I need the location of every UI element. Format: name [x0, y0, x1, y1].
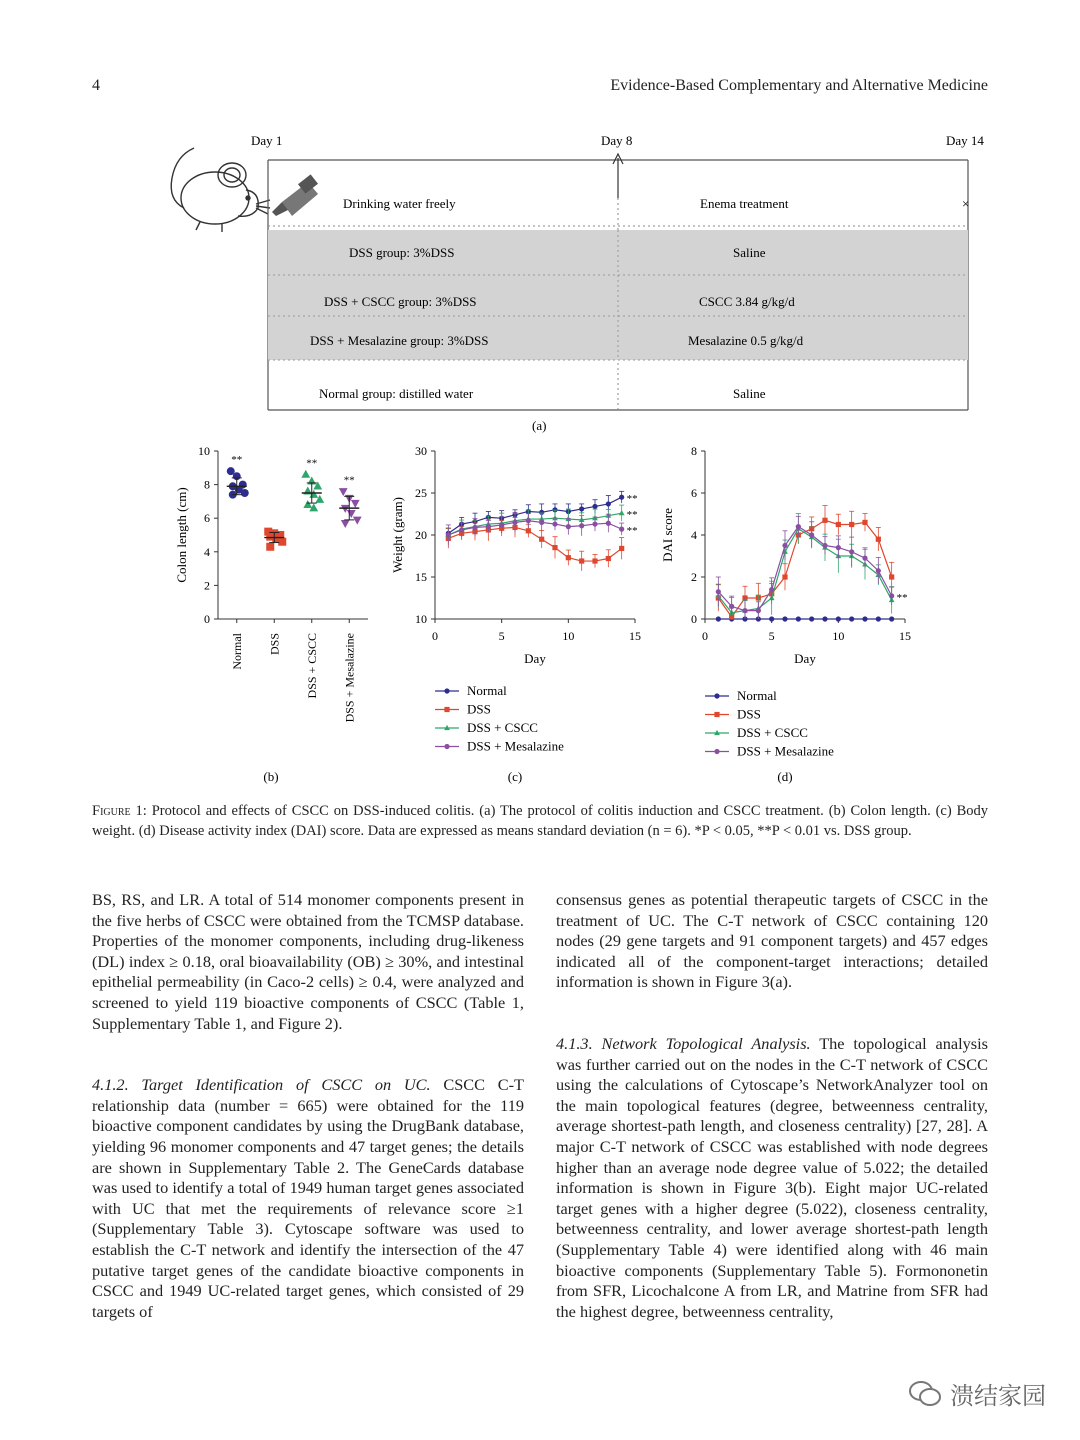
row-normal-treatment: Saline — [733, 386, 766, 401]
x-tick-label: 15 — [629, 629, 641, 643]
x-axis-label: Day — [524, 651, 546, 666]
data-point — [552, 521, 557, 526]
x-tick-label: 15 — [899, 629, 911, 643]
y-axis-label: Weight (gram) — [390, 497, 405, 573]
y-tick-label: 10 — [415, 612, 427, 626]
legend-label: DSS + CSCC — [737, 725, 808, 740]
caption-label: Figure — [92, 803, 131, 819]
data-point — [849, 549, 854, 554]
y-tick-label: 10 — [198, 444, 210, 458]
right-paragraph-1: consensus genes as potential therapeutic targets of CSCC in the treatment of UC. The C-T network of CSCC containing 120 nodes (29 gene targets and 91 component targets) and 457 edges indicated all of the component-target interactions; detailed information is shown in Figure 3(a). — [556, 890, 988, 992]
data-point — [552, 545, 557, 550]
data-point — [472, 525, 477, 530]
significance-label: ** — [626, 493, 638, 506]
legend-marker — [444, 688, 449, 693]
data-point — [876, 537, 881, 542]
data-point — [716, 616, 721, 621]
legend-label: DSS — [737, 706, 761, 722]
page-number: 4 — [92, 77, 100, 94]
legend-label: Normal — [737, 688, 777, 703]
day-8-label: Day 8 — [601, 133, 633, 148]
significance-label: ** — [231, 454, 243, 467]
row-dss-group: DSS group: 3%DSS — [349, 245, 455, 260]
data-point — [303, 500, 312, 508]
data-point — [619, 527, 624, 532]
data-point — [809, 532, 814, 537]
x-tick-label: 0 — [432, 629, 438, 643]
data-point — [592, 521, 597, 526]
legend-marker — [714, 749, 719, 754]
water-bottle-icon — [272, 174, 318, 216]
data-point — [446, 532, 451, 537]
enema-treatment-label: Enema treatment — [700, 196, 789, 211]
y-tick-label: 6 — [204, 511, 210, 526]
panel-a-label: (a) — [532, 418, 547, 433]
data-point — [499, 522, 504, 527]
day-1-label: Day 1 — [251, 133, 283, 148]
significance-label: ** — [306, 457, 318, 470]
data-point — [592, 558, 597, 563]
legend-marker — [444, 744, 449, 749]
data-point — [566, 524, 571, 529]
data-point — [862, 520, 867, 525]
y-tick-label: 8 — [204, 477, 210, 492]
legend-marker — [714, 712, 719, 717]
y-tick-label: 2 — [204, 578, 210, 593]
right-column — [556, 890, 988, 1322]
y-tick-label: 0 — [691, 612, 697, 626]
x-tick-label: 5 — [768, 629, 775, 643]
data-point — [241, 489, 249, 497]
data-point — [836, 522, 841, 527]
data-point — [539, 520, 544, 525]
data-point — [889, 574, 894, 579]
panel-label: (b) — [263, 769, 279, 784]
x-tick-label: 10 — [562, 629, 575, 643]
data-point — [756, 608, 761, 613]
data-point — [341, 520, 350, 528]
data-point — [619, 510, 625, 515]
data-point — [526, 518, 531, 523]
left-paragraph-2-text: CSCC C-T relationship data (number = 665) were obtained for the 119 bioactive component candidates by using the DrugBank database, yielding 96 monomer components and 47 target genes; the details are shown in Supplementary Table 2. The GeneCards database was used to identify a total of 1949 human target genes associated with UC that met the requirements of relevance score ≥1 (Supplementary Table 3). Cytoscape software was used to establish the C-T network and identify the intersection of the 47 putative target genes of the candidate bioactive components in CSCC and 1949 UC-related target genes, which consisted of 29 targets of — [92, 1075, 524, 1321]
data-point — [579, 523, 584, 528]
y-tick-label: 4 — [691, 528, 697, 542]
mouse-icon — [171, 148, 270, 232]
data-point — [539, 537, 544, 542]
x-tick-label: DSS + Mesalazine — [342, 633, 357, 723]
x-tick-label: 5 — [498, 629, 505, 643]
end-mark: × — [962, 196, 970, 211]
watermark-text: 溃结家园 — [950, 1382, 1046, 1410]
data-point — [782, 616, 787, 621]
y-tick-label: 30 — [415, 444, 427, 458]
y-tick-label: 6 — [691, 486, 697, 500]
data-point — [809, 616, 814, 621]
data-point — [716, 589, 721, 594]
x-tick-label: 0 — [702, 629, 708, 643]
data-point — [459, 527, 464, 532]
chart-b-colon-length — [160, 435, 380, 795]
drinking-water-label: Drinking water freely — [343, 196, 456, 211]
right-paragraph-2-text: The topological analysis was further carried out on the nodes in the C-T network of CSCC using the calculations of Cytoscape’s NetworkAnalyzer tool on the main topological features (degree, betweenness centrality, average shortest-path length, and closeness centrality) [27, 28]. A major C-T network of CSCC was established with node degrees higher than an average node degree value of 5.022; the detailed information is shown in Figure 3(b). Eight major UC-related target genes with a higher degree (5.022), closeness centrality, betweenness centrality, and lower average shortest-path length (Supplementary Table 4) were identified along with 46 main bioactive components (Supplementary Table 5). Formononetin from SFR, Licochalcone A from LR, and Matrine from SFR had the highest degree, betweenness centrality, — [556, 1033, 988, 1321]
data-point — [729, 604, 734, 609]
row-mesalazine-treatment: Mesalazine 0.5 g/kg/d — [688, 333, 804, 348]
row-mesalazine-group: DSS + Mesalazine group: 3%DSS — [310, 333, 489, 348]
data-point — [742, 608, 747, 613]
wechat-icon — [908, 1380, 942, 1408]
data-point — [796, 524, 801, 529]
section-heading-4-1-2: 4.1.2. Target Identification of CSCC on UC. — [92, 1075, 431, 1095]
y-tick-label: 15 — [415, 570, 427, 584]
caption-text: Protocol and effects of CSCC on DSS-induced colitis. (a) The protocol of colitis induction and CSCC treatment. (b) Colon length. (c) Body weight. (d) Disease activity index (DAI) score. Data are expressed as means standard deviation (n = 6). *P < 0.05, **P < 0.01 vs. DSS group. — [92, 803, 988, 839]
right-paragraph-2 — [556, 1034, 988, 1322]
data-point — [836, 616, 841, 621]
data-point — [301, 470, 310, 478]
data-point — [836, 545, 841, 550]
data-point — [849, 522, 854, 527]
data-point — [353, 517, 362, 525]
x-axis-label: Day — [794, 651, 816, 666]
left-column — [92, 890, 524, 1322]
data-point — [486, 524, 491, 529]
data-point — [769, 616, 774, 621]
y-tick-label: 0 — [204, 612, 210, 626]
significance-label: ** — [626, 525, 638, 538]
data-point — [526, 528, 531, 533]
data-point — [862, 556, 867, 561]
data-point — [782, 543, 787, 548]
row-normal-group: Normal group: distilled water — [319, 386, 474, 401]
caption-number: 1: — [135, 803, 147, 819]
day-14-label: Day 14 — [946, 133, 984, 148]
section-heading-4-1-3: 4.1.3. Network Topological Analysis. — [556, 1033, 811, 1053]
data-point — [769, 587, 774, 592]
data-point — [849, 616, 854, 621]
legend-label: DSS + Mesalazine — [467, 738, 564, 754]
legend-label: DSS + Mesalazine — [737, 743, 834, 759]
data-point — [606, 556, 611, 561]
data-point — [889, 616, 894, 621]
panel-label: (d) — [777, 769, 793, 784]
left-paragraph-2 — [92, 1075, 524, 1322]
data-point — [782, 574, 787, 579]
data-point — [796, 616, 801, 621]
figure-caption — [92, 802, 988, 841]
data-point — [876, 568, 881, 573]
y-tick-label: 8 — [691, 444, 697, 458]
data-point — [566, 555, 571, 560]
figure-a-protocol — [160, 120, 1000, 435]
legend-label: Normal — [467, 683, 507, 698]
x-tick-label: 10 — [832, 629, 845, 643]
data-point — [278, 538, 286, 546]
panel-label: (c) — [507, 769, 523, 784]
data-point — [619, 495, 624, 500]
data-point — [592, 504, 597, 509]
x-tick-label: DSS + CSCC — [304, 633, 319, 699]
data-point — [822, 543, 827, 548]
legend-marker — [444, 707, 449, 712]
chart-d-dai-score — [650, 435, 920, 795]
x-tick-label: Normal — [229, 633, 244, 670]
left-paragraph-1: BS, RS, and LR. A total of 514 monomer components present in the five herbs of CSCC were obtained from the TCMSP database. Properties of the monomer components, including drug-likeness (DL) index ≥ 0.18, oral bioavailability (OB) ≥ 30%, and intestinal epithelial permeability (in Caco-2 cells) ≥ 0.4, were analyzed and screened to yield 119 bioactive components of CSCC (Table 1, Supplementary Table 1, and Figure 2). — [92, 890, 524, 1033]
row-cscc-group: DSS + CSCC group: 3%DSS — [324, 294, 477, 309]
data-point — [862, 616, 867, 621]
row-dss-treatment: Saline — [733, 245, 766, 260]
data-point — [889, 593, 894, 598]
significance-label: ** — [896, 591, 908, 604]
significance-label: ** — [626, 509, 638, 522]
x-tick-label: DSS — [267, 633, 282, 656]
data-point — [266, 543, 274, 551]
data-point — [876, 616, 881, 621]
data-point — [579, 506, 584, 511]
data-point — [606, 501, 611, 506]
series-line — [718, 520, 891, 617]
chart-c-body-weight — [380, 435, 650, 795]
data-point — [579, 558, 584, 563]
row-cscc-treatment: CSCC 3.84 g/kg/d — [699, 294, 795, 309]
y-tick-label: 4 — [204, 544, 210, 559]
legend-marker — [714, 693, 719, 698]
legend-label: DSS — [467, 701, 491, 717]
watermark — [908, 1376, 1046, 1411]
legend-label: DSS + CSCC — [467, 720, 538, 735]
data-point — [351, 500, 360, 508]
significance-label: ** — [343, 474, 355, 487]
y-tick-label: 25 — [415, 486, 427, 500]
data-point — [606, 521, 611, 526]
y-tick-label: 2 — [691, 570, 697, 584]
y-axis-label: Colon length (cm) — [174, 487, 189, 583]
data-point — [619, 546, 624, 551]
data-point — [512, 520, 517, 525]
data-point — [822, 616, 827, 621]
data-point — [822, 518, 827, 523]
journal-title: Evidence-Based Complementary and Alternative Medicine — [610, 77, 988, 94]
y-axis-label: DAI score — [660, 508, 675, 562]
y-tick-label: 20 — [415, 528, 427, 542]
